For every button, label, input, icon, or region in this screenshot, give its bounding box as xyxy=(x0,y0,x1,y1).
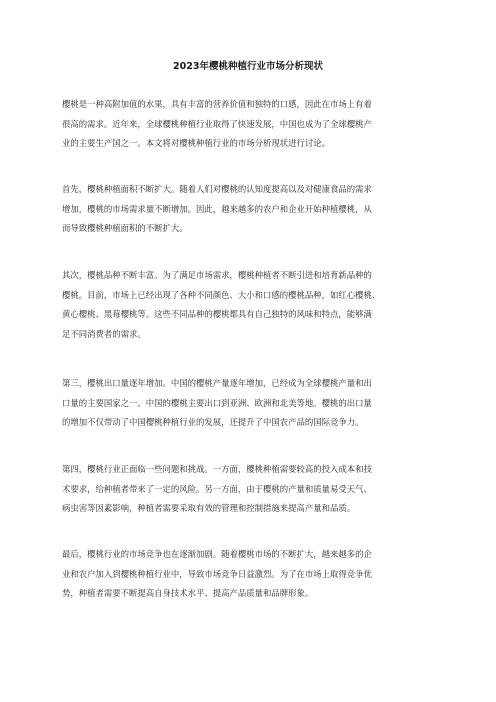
text-line: 樱桃。目前，市场上已经出现了各种不同颜色、大小和口感的樱桃品种，如红心樱桃、 xyxy=(62,289,381,300)
text-line: 业的主要生产国之一。本文将对樱桃种植行业的市场分析现状进行讨论。 xyxy=(62,138,330,149)
paragraph-planting-area xyxy=(62,180,442,239)
text-line: 首先，樱桃种植面积不断扩大。随着人们对樱桃的认知度提高以及对健康食品的需求 xyxy=(62,184,372,194)
text-line: 病虫害等因素影响，种植者需要采取有效的管理和控制措施来提高产量和品质。 xyxy=(62,503,356,514)
document-title: 2023年樱桃种植行业市场分析现状 xyxy=(173,61,323,72)
text-line: 足不同消费者的需求。 xyxy=(62,328,146,339)
text-line: 其次，樱桃品种不断丰富。为了满足市场需求，樱桃种植者不断引进和培育新品种的 xyxy=(62,270,372,280)
paragraph-challenges xyxy=(62,460,442,519)
text-line: 而导致樱桃种植面积的不断扩大。 xyxy=(62,223,188,234)
text-line: 最后，樱桃行业的市场竞争也在逐渐加剧。随着樱桃市场的不断扩大，越来越多的企 xyxy=(62,549,372,559)
text-line: 樱桃是一种高附加值的水果，具有丰富的营养价值和独特的口感，因此在市场上有着 xyxy=(62,99,372,109)
text-line: 业和农户加入到樱桃种植行业中，导致市场竞争日益激烈。为了在市场上取得竞争优 xyxy=(62,568,372,579)
paragraph-exports xyxy=(62,374,442,433)
text-line: 口量的主要国家之一。中国的樱桃主要出口到亚洲、欧洲和北美等地。樱桃的出口量 xyxy=(62,397,372,408)
text-line: 增加，樱桃的市场需求量不断增加。因此，越来越多的农户和企业开始种植樱桃，从 xyxy=(62,203,372,214)
paragraph-varieties xyxy=(62,266,442,344)
text-line: 很高的需求。近年来，全球樱桃种植行业取得了快速发展，中国也成为了全球樱桃产 xyxy=(62,118,372,129)
text-line: 黄心樱桃、黑莓樱桃等。这些不同品种的樱桃都具有自己独特的风味和特点，能够满 xyxy=(62,309,372,320)
text-line: 势，种植者需要不断提高自身技术水平、提高产品质量和品牌形象。 xyxy=(62,588,314,599)
text-line: 的增加不仅带动了中国樱桃种植行业的发展，还提升了中国农产品的国际竞争力。 xyxy=(62,417,364,428)
text-line: 第四，樱桃行业正面临一些问题和挑战。一方面，樱桃种植需要较高的投入成本和技 xyxy=(62,464,372,474)
text-line: 术要求，给种植者带来了一定的风险。另一方面，由于樱桃的产量和质量易受天气、 xyxy=(62,483,372,494)
text-line: 第三，樱桃出口量逐年增加。中国的樱桃产量逐年增加，已经成为全球樱桃产量和出 xyxy=(62,378,372,388)
paragraph-intro xyxy=(62,95,442,154)
paragraph-competition xyxy=(62,545,442,604)
